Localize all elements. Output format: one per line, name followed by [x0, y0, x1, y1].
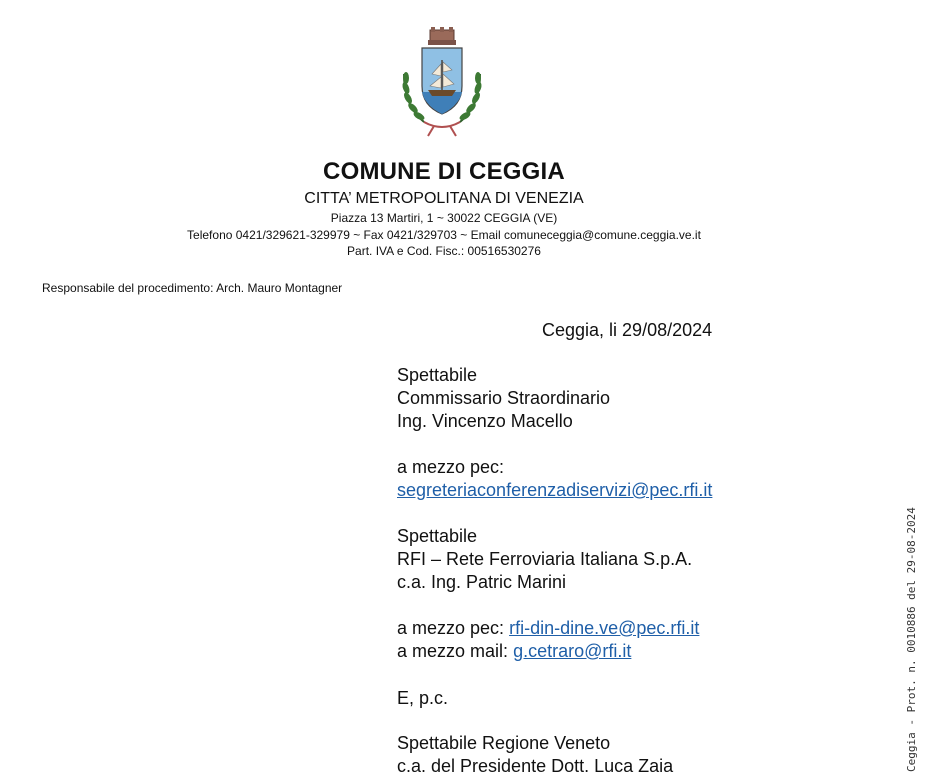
recipient-name: Ing. Vincenzo Macello — [397, 411, 573, 431]
recipient-role: Commissario Straordinario — [397, 388, 611, 408]
address-line: Piazza 13 Martiri, 1 ~ 30022 CEGGIA (VE) — [330, 211, 558, 225]
metropolitan-city-subtitle: CITTA’ METROPOLITANA DI VENEZIA — [304, 190, 584, 207]
recipient-salutation: Spettabile — [397, 365, 478, 385]
pec-label: a mezzo pec: — [397, 618, 505, 638]
recipient-block-1 — [397, 364, 712, 502]
mail-link[interactable]: g.cetraro@rfi.it — [513, 641, 632, 661]
recipient-line: c.a. del Presidente Dott. Luca Zaia — [397, 756, 674, 776]
responsible-line: Responsabile del procedimento: Arch. Mauro Montagner — [42, 281, 343, 295]
pec-link[interactable]: segreteriaconferenzadiservizi@pec.rfi.it — [397, 480, 713, 500]
mail-label: a mezzo mail: — [397, 641, 509, 661]
recipient-organization: RFI – Rete Ferroviaria Italiana S.p.A. — [397, 549, 693, 569]
protocol-stamp: Ceggia - Prot. n. 0010886 del 29-08-2024 — [905, 507, 918, 772]
vat-line: Part. IVA e Cod. Fisc.: 00516530276 — [347, 244, 541, 258]
municipality-title: COMUNE DI CEGGIA — [323, 158, 565, 185]
municipal-coat-of-arms-icon — [394, 26, 490, 140]
cc-label: E, p.c. — [397, 688, 449, 708]
recipient-attention: c.a. Ing. Patric Marini — [397, 572, 567, 592]
recipient-block-3 — [397, 732, 673, 778]
contacts-line: Telefono 0421/329621-329979 ~ Fax 0421/329703 ~ Email comuneceggia@comune.ceggia.ve.it — [187, 228, 701, 242]
pec-label: a mezzo pec: — [397, 457, 505, 477]
recipient-line: Spettabile Regione Veneto — [397, 733, 611, 753]
recipient-block-2 — [397, 525, 699, 663]
pec-link[interactable]: rfi-din-dine.ve@pec.rfi.it — [509, 618, 700, 638]
recipient-salutation: Spettabile — [397, 526, 478, 546]
letter-date: Ceggia, li 29/08/2024 — [542, 320, 713, 340]
